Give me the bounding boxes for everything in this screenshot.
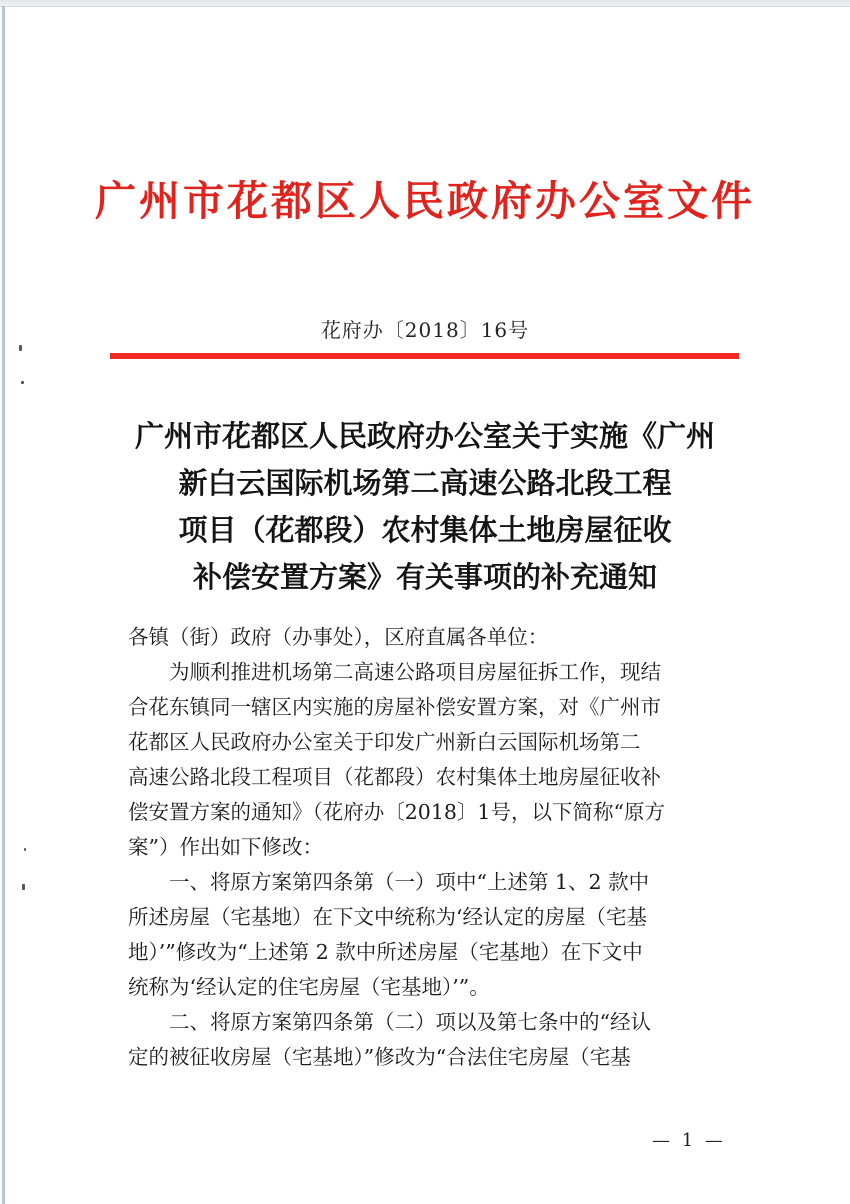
document-number: 花府办〔2018〕16号	[320, 318, 530, 342]
page-number: — 1 —	[652, 1130, 726, 1151]
body-line: 一、将原方案第四条第（一）项中“上述第 1、2 款中	[169, 870, 650, 894]
title-line: 补偿安置方案》有关事项的补充通知	[192, 560, 657, 594]
scan-speck	[21, 381, 24, 384]
red-divider-rule	[110, 353, 739, 359]
document-body	[128, 620, 740, 1075]
title-line: 广州市花都区人民政府办公室关于实施《广州	[134, 419, 715, 453]
body-line: 合花东镇同一辖区内实施的房屋补偿安置方案，对《广州市	[128, 695, 661, 719]
salutation: 各镇（街）政府（办事处），区府直属各单位：	[128, 625, 549, 649]
body-line: 偿安置方案的通知》（花府办〔2018〕1号，以下简称“原方	[128, 800, 665, 824]
scan-speck	[19, 345, 22, 351]
body-line: 为顺利推进机场第二高速公路项目房屋征拆工作，现结	[169, 660, 661, 684]
scan-speck	[22, 884, 25, 890]
scan-border-top	[0, 0, 850, 7]
body-line: 定的被征收房屋（宅基地）”修改为“合法住宅房屋（宅基	[128, 1045, 631, 1069]
document-title	[110, 413, 740, 601]
body-line: 二、将原方案第四条第（二）项以及第七条中的“经认	[169, 1010, 651, 1034]
body-line: 统称为‘经认定的住宅房屋（宅基地）’”。	[128, 975, 490, 999]
body-line: 所述房屋（宅基地）在下文中统称为‘经认定的房屋（宅基	[128, 905, 648, 929]
body-line: 案”）作出如下修改：	[128, 835, 323, 859]
issuer-title: 广州市花都区人民政府办公室文件	[95, 177, 755, 225]
body-line: 花都区人民政府办公室关于印发广州新白云国际机场第二	[128, 730, 641, 754]
scan-speck	[24, 848, 26, 851]
title-line: 新白云国际机场第二高速公路北段工程	[178, 466, 672, 500]
body-line: 高速公路北段工程项目（花都段）农村集体土地房屋征收补	[128, 765, 661, 789]
title-line: 项目（花都段）农村集体土地房屋征收	[178, 513, 672, 547]
body-line: 地）’”修改为“上述第 2 款中所述房屋（宅基地）在下文中	[128, 940, 643, 964]
